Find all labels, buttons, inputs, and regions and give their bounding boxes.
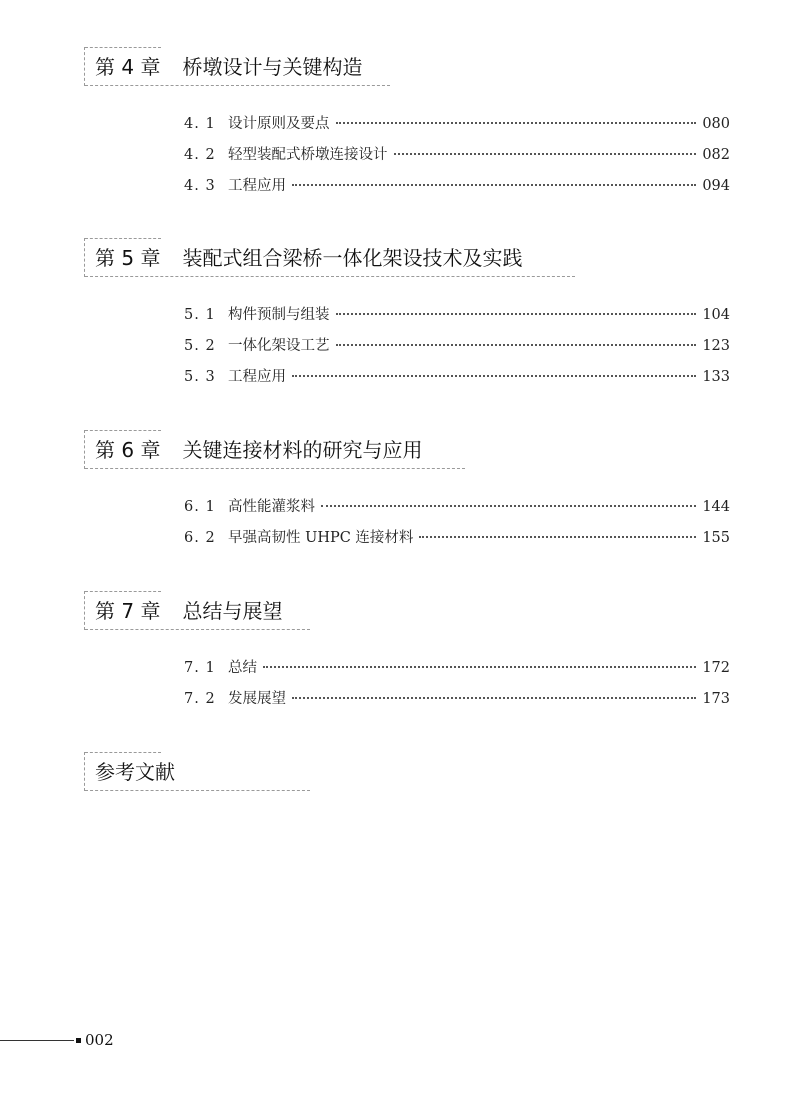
chapter-title: 装配式组合梁桥一体化架设技术及实践 [182, 246, 523, 270]
folio: 002 [85, 1031, 114, 1049]
chapter-heading[interactable] [84, 591, 282, 630]
section-number: 5. 3 [184, 369, 216, 385]
section-title: 发展展望 [228, 691, 286, 707]
chapter-heading[interactable] [84, 238, 522, 277]
section-number: 5. 2 [184, 338, 216, 354]
section-number: 4. 1 [184, 116, 216, 132]
section-title: 早强高韧性 UHPC 连接材料 [228, 530, 414, 546]
page-number: 080 [702, 116, 730, 132]
references-title: 参考文献 [95, 760, 175, 784]
page-number: 144 [702, 499, 730, 515]
section-list [184, 112, 730, 205]
section-title: 构件预制与组装 [228, 307, 330, 323]
chapter-heading[interactable] [84, 47, 362, 86]
section-title: 高性能灌浆料 [228, 499, 315, 515]
dot-leader [419, 535, 696, 538]
chapter-number: 第 6 章 [95, 438, 161, 462]
section-list [184, 303, 730, 396]
toc-entry[interactable] [184, 365, 730, 396]
section-title: 设计原则及要点 [228, 116, 330, 132]
page-number: 094 [702, 178, 730, 194]
section-title: 工程应用 [228, 369, 286, 385]
chapter-4 [84, 47, 730, 205]
section-title: 工程应用 [228, 178, 286, 194]
toc-entry[interactable] [184, 526, 730, 557]
chapter-title: 关键连接材料的研究与应用 [182, 438, 423, 462]
toc-entry[interactable] [184, 687, 730, 718]
toc-entry[interactable] [184, 112, 730, 143]
toc-entry[interactable] [184, 143, 730, 174]
section-number: 7. 1 [184, 660, 216, 676]
chapter-heading[interactable] [84, 430, 422, 469]
page-number: 173 [702, 691, 730, 707]
toc-entry[interactable] [184, 495, 730, 526]
section-number: 5. 1 [184, 307, 216, 323]
section-title: 轻型装配式桥墩连接设计 [228, 147, 388, 163]
chapter-title: 总结与展望 [182, 599, 283, 623]
page-number: 155 [702, 530, 730, 546]
toc-entry[interactable] [184, 334, 730, 365]
section-list [184, 495, 730, 557]
dot-leader [292, 696, 696, 699]
section-number: 4. 3 [184, 178, 216, 194]
page-number: 082 [702, 147, 730, 163]
chapter-5 [84, 238, 730, 396]
dot-leader [321, 504, 696, 507]
dot-leader [394, 152, 697, 155]
toc-entry[interactable] [184, 656, 730, 687]
chapter-number: 第 4 章 [95, 55, 161, 79]
toc-entry[interactable] [184, 174, 730, 205]
section-number: 7. 2 [184, 691, 216, 707]
section-title: 总结 [228, 660, 257, 676]
dot-leader [263, 665, 696, 668]
footer-marker [76, 1038, 81, 1043]
footer-rule [0, 1040, 74, 1041]
page-footer [0, 1030, 114, 1050]
section-number: 6. 2 [184, 530, 216, 546]
dot-leader [292, 374, 696, 377]
chapter-7 [84, 591, 730, 718]
chapter-title: 桥墩设计与关键构造 [182, 55, 363, 79]
page-number: 172 [702, 660, 730, 676]
chapter-number: 第 5 章 [95, 246, 161, 270]
page-number: 104 [702, 307, 730, 323]
chapter-number: 第 7 章 [95, 599, 161, 623]
toc-entry[interactable] [184, 303, 730, 334]
chapter-6 [84, 430, 730, 557]
dot-leader [336, 343, 697, 346]
references-heading[interactable] [84, 752, 175, 791]
page-number: 133 [702, 369, 730, 385]
dot-leader [292, 183, 696, 186]
section-list [184, 656, 730, 718]
section-number: 4. 2 [184, 147, 216, 163]
references [84, 752, 175, 791]
dot-leader [336, 312, 697, 315]
section-title: 一体化架设工艺 [228, 338, 330, 354]
dot-leader [336, 121, 697, 124]
section-number: 6. 1 [184, 499, 216, 515]
page-number: 123 [702, 338, 730, 354]
